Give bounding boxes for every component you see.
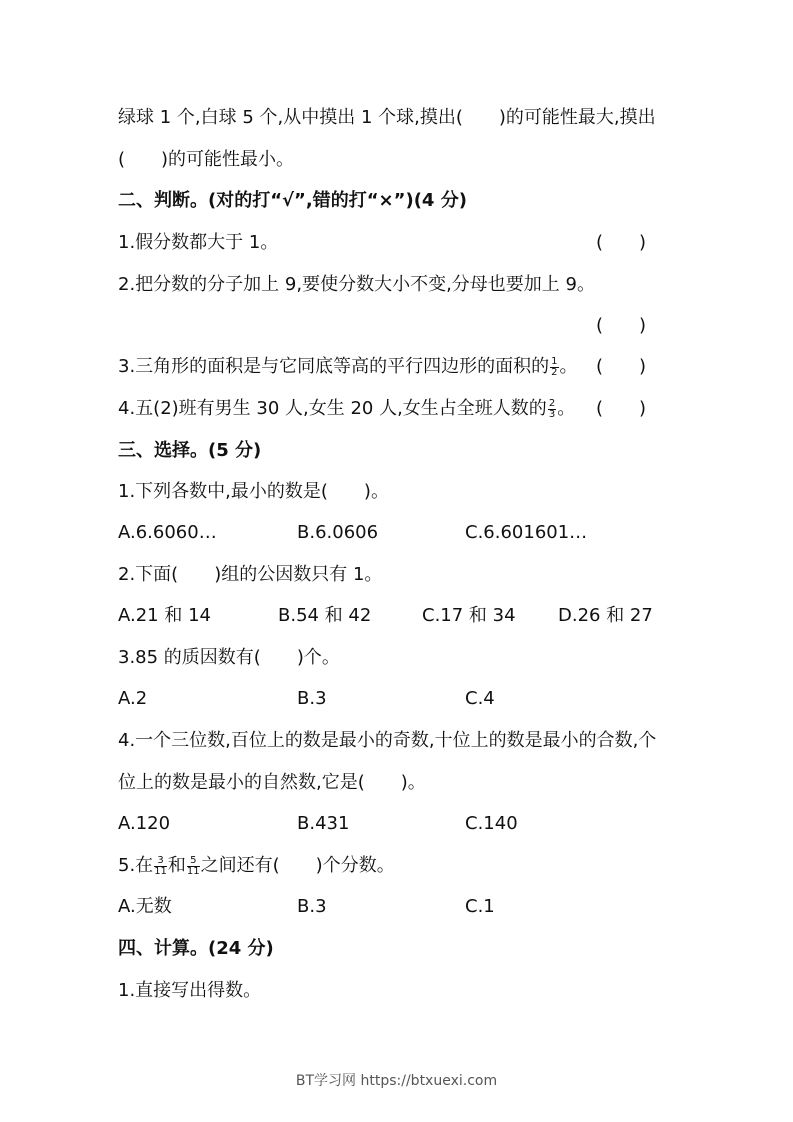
option-d: D.26 和 27 bbox=[558, 605, 653, 626]
choice-q4-line1: 4.一个三位数,百位上的数是最小的奇数,十位上的数是最小的合数,个 bbox=[118, 730, 657, 751]
fraction bbox=[550, 357, 558, 378]
option-c: C.6.601601… bbox=[465, 522, 588, 543]
judge-q3-text: 3.三角形的面积是与它同底等高的平行四边形的面积的 bbox=[118, 356, 550, 377]
denominator: 3 bbox=[548, 408, 556, 420]
choice-q2: 2.下面( )组的公因数只有 1。 bbox=[118, 564, 383, 585]
denominator: 11 bbox=[154, 865, 167, 877]
judge-q2: 2.把分数的分子加上 9,要使分数大小不变,分母也要加上 9。 bbox=[118, 274, 595, 295]
section2-title: 二、判断。(对的打“√”,错的打“×”)(4 分) bbox=[118, 190, 467, 211]
option-b: B.3 bbox=[297, 688, 327, 709]
q5-text: 5.在 bbox=[118, 855, 154, 876]
option-a: A.120 bbox=[118, 813, 171, 834]
numerator: 5 bbox=[187, 856, 200, 867]
judge-q3 bbox=[118, 355, 578, 379]
numerator: 3 bbox=[154, 856, 167, 867]
numerator: 2 bbox=[548, 397, 556, 409]
option-a: A.6.6060… bbox=[118, 522, 217, 543]
intro-line1: 绿球 1 个,白球 5 个,从中摸出 1 个球,摸出( )的可能性最大,摸出 bbox=[118, 107, 656, 128]
intro-line2: ( )的可能性最小。 bbox=[118, 149, 295, 170]
fraction bbox=[187, 856, 200, 877]
answer-paren: ( ) bbox=[596, 356, 647, 377]
answer-paren: ( ) bbox=[596, 232, 647, 253]
numerator: 1 bbox=[551, 355, 558, 367]
section3-title: 三、选择。(5 分) bbox=[118, 440, 262, 461]
fraction bbox=[548, 399, 556, 420]
option-c: C.17 和 34 bbox=[422, 605, 516, 626]
answer-paren: ( ) bbox=[596, 315, 647, 336]
option-c: C.140 bbox=[465, 813, 518, 834]
option-b: B.431 bbox=[297, 813, 350, 834]
period: 。 bbox=[557, 398, 576, 419]
footer-watermark: BT学习网 https://btxuexi.com bbox=[295, 1073, 498, 1089]
choice-q5 bbox=[118, 854, 395, 878]
judge-q4-text: 4.五(2)班有男生 30 人,女生 20 人,女生占全班人数的 bbox=[118, 398, 547, 419]
judge-q4 bbox=[118, 397, 575, 421]
choice-q4-line2: 位上的数是最小的自然数,它是( )。 bbox=[118, 772, 426, 793]
calc-q1: 1.直接写出得数。 bbox=[118, 980, 262, 1001]
option-a: A.2 bbox=[118, 688, 148, 709]
choice-q3: 3.85 的质因数有( )个。 bbox=[118, 647, 340, 668]
option-c: C.1 bbox=[465, 896, 495, 917]
option-b: B.54 和 42 bbox=[278, 605, 372, 626]
choice-q1: 1.下列各数中,最小的数是( )。 bbox=[118, 481, 389, 502]
answer-paren: ( ) bbox=[596, 398, 647, 419]
judge-q1: 1.假分数都大于 1。 bbox=[118, 232, 279, 253]
option-b: B.3 bbox=[297, 896, 327, 917]
option-a: A.无数 bbox=[118, 896, 172, 917]
denominator: 2 bbox=[551, 366, 558, 378]
q5-text: 和 bbox=[167, 855, 186, 876]
denominator: 11 bbox=[186, 865, 200, 877]
option-b: B.6.0606 bbox=[297, 522, 379, 543]
option-c: C.4 bbox=[465, 688, 495, 709]
section4-title: 四、计算。(24 分) bbox=[118, 938, 274, 959]
fraction bbox=[154, 856, 167, 877]
option-a: A.21 和 14 bbox=[118, 605, 211, 626]
q5-text: 之间还有( )个分数。 bbox=[200, 855, 395, 876]
period: 。 bbox=[559, 356, 578, 377]
